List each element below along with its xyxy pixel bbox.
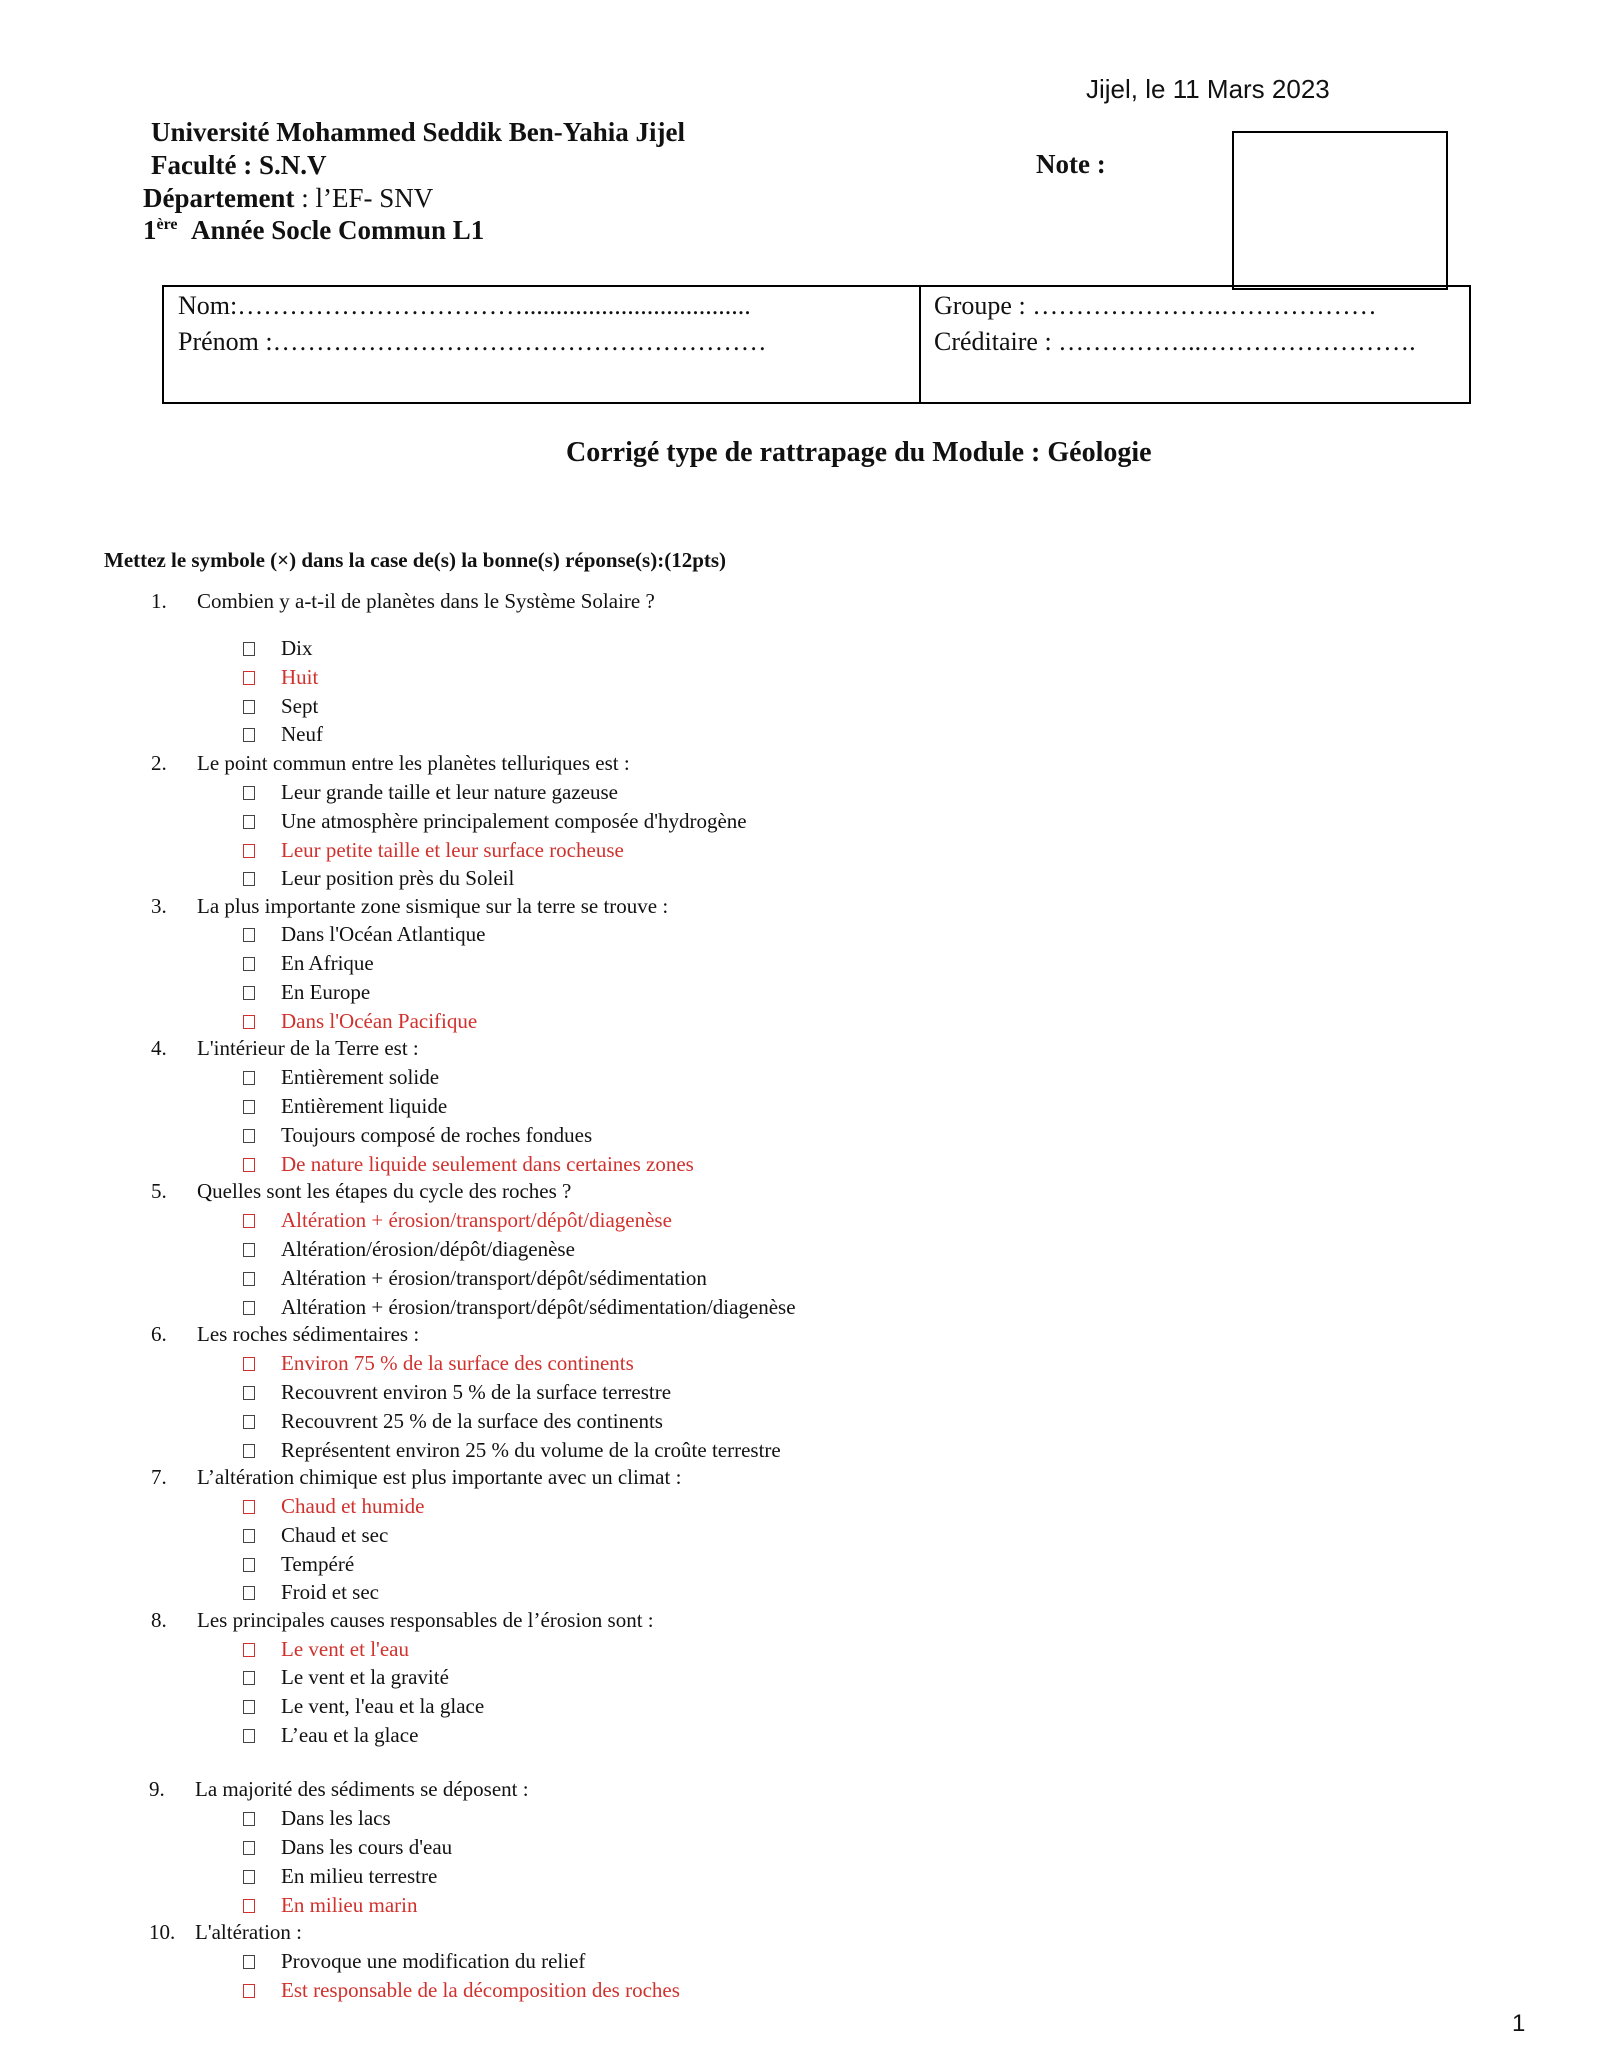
checkbox-icon[interactable] [243,1984,255,1998]
checkbox-icon[interactable] [243,928,255,942]
checkbox-icon[interactable] [243,700,255,714]
question-number: 8. [151,1608,167,1632]
answer-option [243,1438,781,1463]
checkbox-icon[interactable] [243,1870,255,1884]
question-number: 1. [151,589,167,613]
answer-option-label: Environ 75 % de la surface des continents [281,1351,634,1375]
checkbox-icon[interactable] [243,957,255,971]
question-text: Les principales causes responsables de l’érosion sont : [197,1608,654,1632]
groupe-field: Groupe : ………………….……………… [934,291,1377,320]
answer-option [243,1723,418,1748]
answer-option [243,951,374,976]
answer-option [243,1949,585,1974]
checkbox-icon[interactable] [243,986,255,1000]
checkbox-icon[interactable] [243,786,255,800]
answer-option [243,636,313,661]
answer-option-label: Entièrement solide [281,1065,440,1089]
answer-option-label: De nature liquide seulement dans certaines zones [281,1152,694,1176]
answer-option [243,1351,634,1376]
answer-option [243,1637,409,1662]
answer-option [243,809,747,834]
question-number: 5. [151,1179,167,1203]
answer-option [243,1864,437,1889]
answer-option [243,1295,796,1320]
answer-option-label: Le vent et la gravité [281,1665,449,1689]
answer-option-label: Entièrement liquide [281,1094,448,1118]
checkbox-icon[interactable] [243,1700,255,1714]
checkbox-icon[interactable] [243,1301,255,1315]
answer-option [243,922,485,947]
question-number: 4. [151,1036,167,1060]
answer-option [243,1094,447,1119]
answer-option-label: Altération/érosion/dépôt/diagenèse [281,1237,575,1261]
creditaire-field: Créditaire : ……………..……………………. [934,327,1416,356]
answer-option [243,780,618,805]
checkbox-icon[interactable] [243,1243,255,1257]
checkbox-icon[interactable] [243,728,255,742]
answer-option [243,838,624,863]
question-number: 2. [151,751,167,775]
answer-option-label: Provoque une modification du relief [281,1949,586,1973]
answer-option-label: En Afrique [281,951,374,975]
student-identity-box [162,285,1471,404]
answer-option [243,1806,391,1831]
answer-option-label: Le vent et l'eau [281,1637,409,1661]
checkbox-icon[interactable] [243,1671,255,1685]
answer-option-label: Une atmosphère principalement composée d'hydrogène [281,809,747,833]
checkbox-icon[interactable] [243,1129,255,1143]
department-label: Département [143,183,295,213]
answer-option-label: L’eau et la glace [281,1723,419,1747]
year-line [143,215,484,246]
page-title: Corrigé type de rattrapage du Module : Géologie [566,437,1152,468]
answer-option [243,1065,439,1090]
note-box [1232,131,1448,290]
answer-option [243,1237,575,1262]
checkbox-icon[interactable] [243,872,255,886]
question-text: La majorité des sédiments se déposent : [195,1777,529,1801]
checkbox-icon[interactable] [243,1500,255,1514]
checkbox-icon[interactable] [243,1586,255,1600]
identity-divider [919,287,921,402]
note-label: Note : [1036,149,1106,179]
year-superscript: ère [156,216,178,233]
answer-option [243,1893,417,1918]
answer-option [243,1552,354,1577]
checkbox-icon[interactable] [243,1415,255,1429]
answer-option [243,1580,379,1605]
instruction: Mettez le symbole (×) dans la case de(s) la bonne(s) réponse(s):(12pts) [104,548,727,572]
checkbox-icon[interactable] [243,1158,255,1172]
answer-option [243,665,318,690]
answer-option-label: Dans les cours d'eau [281,1835,453,1859]
answer-option [243,1266,707,1291]
checkbox-icon[interactable] [243,1899,255,1913]
answer-option-label: Tempéré [281,1552,355,1576]
answer-option-label: Huit [281,665,319,689]
checkbox-icon[interactable] [243,1529,255,1543]
checkbox-icon[interactable] [243,1100,255,1114]
question-text: L'altération : [195,1920,302,1944]
answer-option-label: Représentent environ 25 % du volume de la croûte terrestre [281,1438,781,1462]
year-number: 1 [143,215,157,245]
answer-option [243,1978,680,2003]
answer-option-label: Leur position près du Soleil [281,866,515,890]
checkbox-icon[interactable] [243,1841,255,1855]
checkbox-icon[interactable] [243,1643,255,1657]
question-number: 6. [151,1322,167,1346]
checkbox-icon[interactable] [243,1386,255,1400]
checkbox-icon[interactable] [243,642,255,656]
answer-option [243,1409,663,1434]
faculty-value: S.N.V [258,150,327,180]
answer-option-label: Est responsable de la décomposition des roches [281,1978,680,2002]
answer-option-label: Froid et sec [281,1580,379,1604]
answer-option-label: Recouvrent 25 % de la surface des continents [281,1409,663,1433]
question-number: 3. [151,894,167,918]
answer-option-label: Neuf [281,722,323,746]
checkbox-icon[interactable] [243,1071,255,1085]
faculty-label: Faculté : [151,150,253,180]
answer-option-label: Altération + érosion/transport/dépôt/sédimentation [281,1266,707,1290]
question-text: L'intérieur de la Terre est : [197,1036,419,1060]
answer-option-label: En milieu terrestre [281,1864,438,1888]
question-text: La plus importante zone sismique sur la terre se trouve : [197,894,669,918]
question-number: 7. [151,1465,167,1489]
answer-option-label: En milieu marin [281,1893,418,1917]
question-text: Combien y a-t-il de planètes dans le Système Solaire ? [197,589,655,613]
question-text: Quelles sont les étapes du cycle des roches ? [197,1179,572,1203]
checkbox-icon[interactable] [243,1357,255,1371]
answer-option-label: Dans les lacs [281,1806,391,1830]
answer-option-label: Dans l'Océan Atlantique [281,922,486,946]
checkbox-icon[interactable] [243,1812,255,1826]
checkbox-icon[interactable] [243,1729,255,1743]
checkbox-icon[interactable] [243,1272,255,1286]
question-text: Les roches sédimentaires : [197,1322,420,1346]
answer-option-label: Leur grande taille et leur nature gazeuse [281,780,618,804]
answer-option [243,866,514,891]
answer-option [243,722,323,747]
answer-option [243,1523,388,1548]
checkbox-icon[interactable] [243,1214,255,1228]
answer-option-label: Toujours composé de roches fondues [281,1123,593,1147]
question-text: Le point commun entre les planètes telluriques est : [197,751,630,775]
checkbox-icon[interactable] [243,1558,255,1572]
faculty-line [151,150,326,181]
checkbox-icon[interactable] [243,844,255,858]
answer-option-label: Le vent, l'eau et la glace [281,1694,485,1718]
answer-option-label: Dans l'Océan Pacifique [281,1009,478,1033]
document-date: Jijel, le 11 Mars 2023 [1086,74,1330,104]
answer-option [243,1009,477,1034]
answer-option-label: Altération + érosion/transport/dépôt/diagenèse [281,1208,672,1232]
answer-option-label: Sept [281,694,319,718]
answer-option-label: Leur petite taille et leur surface rocheuse [281,838,624,862]
page-number: 1 [1512,2010,1526,2037]
answer-option [243,1380,671,1405]
university-name: Université Mohammed Seddik Ben-Yahia Jijel [151,117,686,147]
question-text: L’altération chimique est plus importante avec un climat : [197,1465,682,1489]
checkbox-icon[interactable] [243,1015,255,1029]
answer-option [243,1123,592,1148]
answer-option-label: Chaud et humide [281,1494,425,1518]
answer-option-label: Dix [281,636,313,660]
year-text: Année Socle Commun L1 [191,215,485,245]
prenom-field: Prénom :………………………………………………… [178,327,767,356]
question-number: 10. [149,1920,176,1944]
nom-field: Nom:……………………………................................... [178,291,751,320]
answer-option [243,1494,424,1519]
question-number: 9. [149,1777,165,1801]
checkbox-icon[interactable] [243,815,255,829]
department-value: : l’EF- SNV [301,183,434,213]
answer-option [243,694,318,719]
department-line [143,183,433,214]
answer-option [243,1665,449,1690]
answer-option-label: En Europe [281,980,371,1004]
answer-option-label: Chaud et sec [281,1523,389,1547]
answer-option-label: Altération + érosion/transport/dépôt/sédimentation/diagenèse [281,1295,796,1319]
checkbox-icon[interactable] [243,1444,255,1458]
answer-option [243,1152,694,1177]
checkbox-icon[interactable] [243,1955,255,1969]
answer-option-label: Recouvrent environ 5 % de la surface terrestre [281,1380,672,1404]
answer-option [243,1208,672,1233]
answer-option [243,980,370,1005]
answer-option [243,1694,484,1719]
checkbox-icon[interactable] [243,671,255,685]
answer-option [243,1835,452,1860]
